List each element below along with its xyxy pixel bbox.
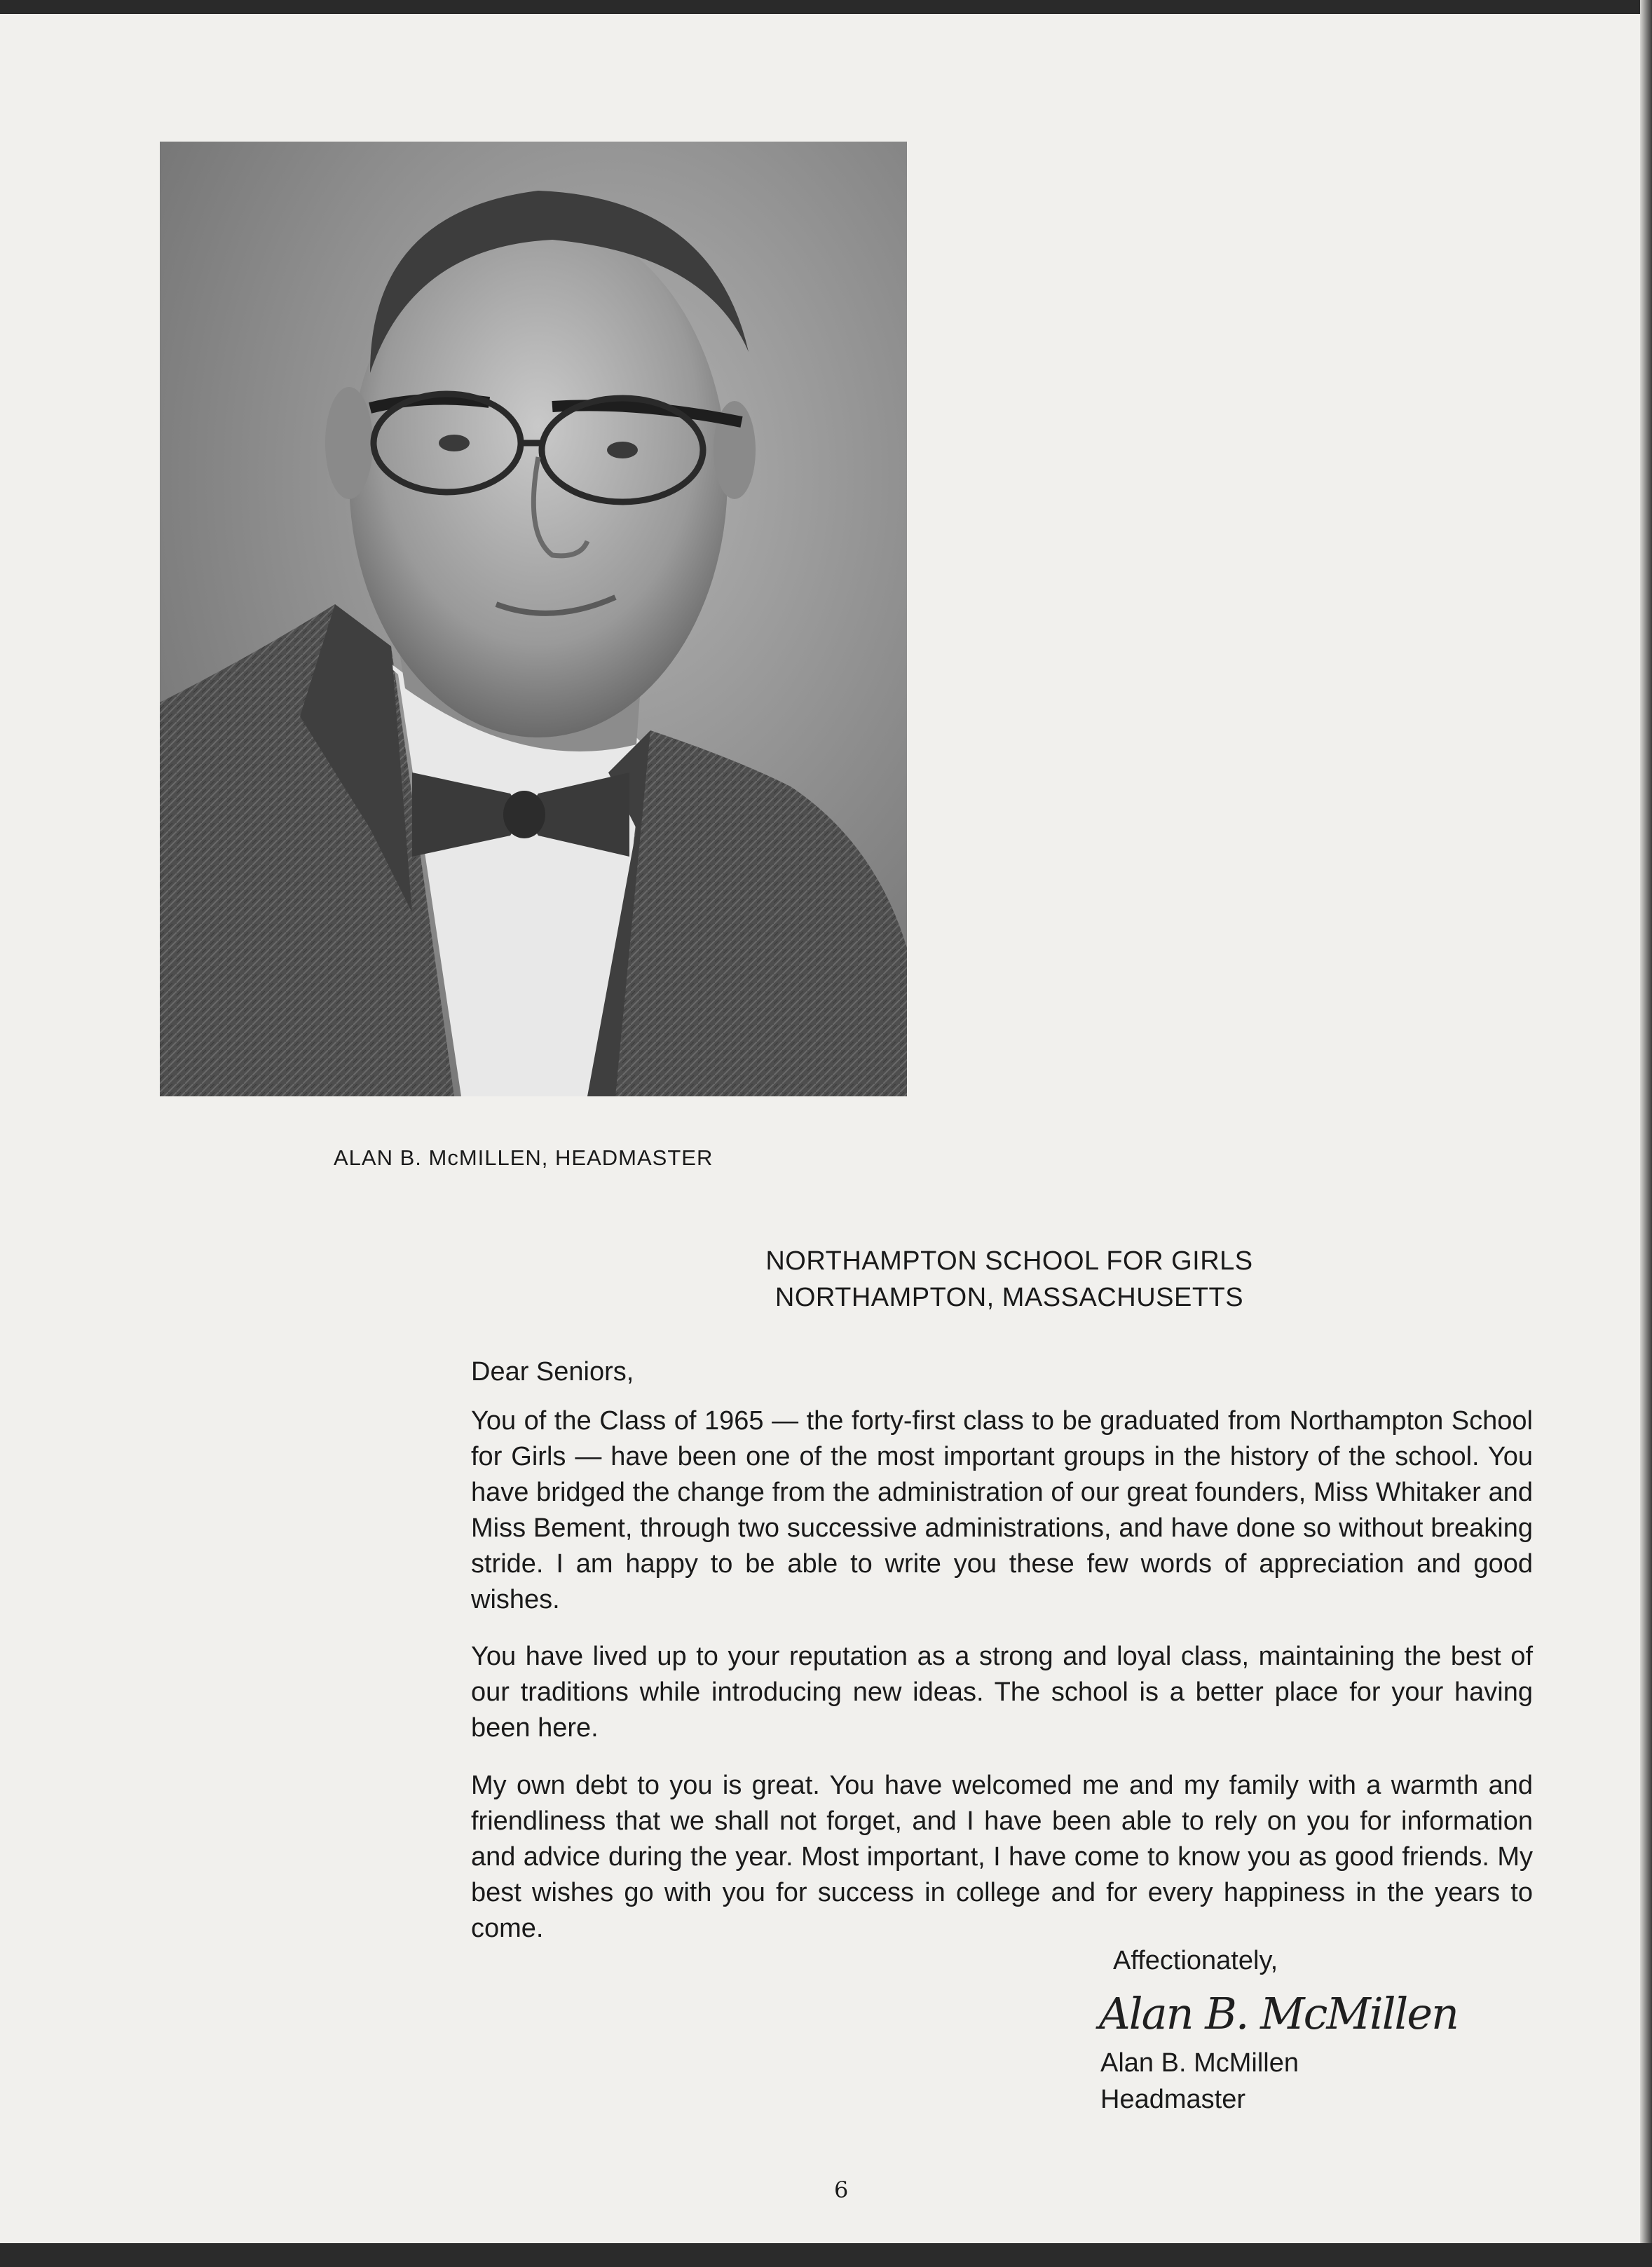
yearbook-page — [0, 14, 1640, 2243]
letter-paragraph-1: You of the Class of 1965 — the forty-first class to be graduated from Northampton School for Girls — have been one of the most important groups in the history of the school. You have bridged the change from the administration of our great founders, Miss Whitaker and Miss Bement, through two successive administrations, and have done so without breaking stride. I am happy to be able to write you these few words of appreciation and good wishes. — [471, 1406, 1533, 1614]
scan-edge-right — [1640, 0, 1652, 2267]
signer-name: Alan B. McMillen — [1100, 2048, 1299, 2078]
school-name: NORTHAMPTON SCHOOL FOR GIRLS — [765, 1246, 1253, 1276]
handwritten-signature — [1099, 1985, 1458, 2055]
letter-paragraph-3: My own debt to you is great. You have welcomed me and my family with a warmth and friendliness that we shall not forget, and I have been able to rely on you for information and advice during the year. Most important, I have come to know you as good friends. My best wishes go with you for success in college and for every happiness in the years to come. — [471, 1771, 1533, 1943]
page-number: 6 — [834, 2177, 849, 2203]
letter-salutation: Dear Seniors, — [471, 1357, 634, 1387]
photo-caption: ALAN B. McMILLEN, HEADMASTER — [334, 1145, 714, 1170]
signer-title: Headmaster — [1100, 2085, 1245, 2114]
school-location: NORTHAMPTON, MASSACHUSETTS — [774, 1283, 1244, 1312]
signature-text: Alan B. McMillen — [1099, 1988, 1458, 2039]
scan-edge-bottom — [0, 2243, 1652, 2267]
headmaster-portrait-photo — [160, 142, 907, 1096]
letter-paragraph-2: You have lived up to your reputation as a strong and loyal class, maintaining the best of our traditions while introducing new ideas. The school is a better place for your having been here. — [471, 1642, 1533, 1743]
letter-closing: Affectionately, — [1113, 1946, 1278, 1975]
